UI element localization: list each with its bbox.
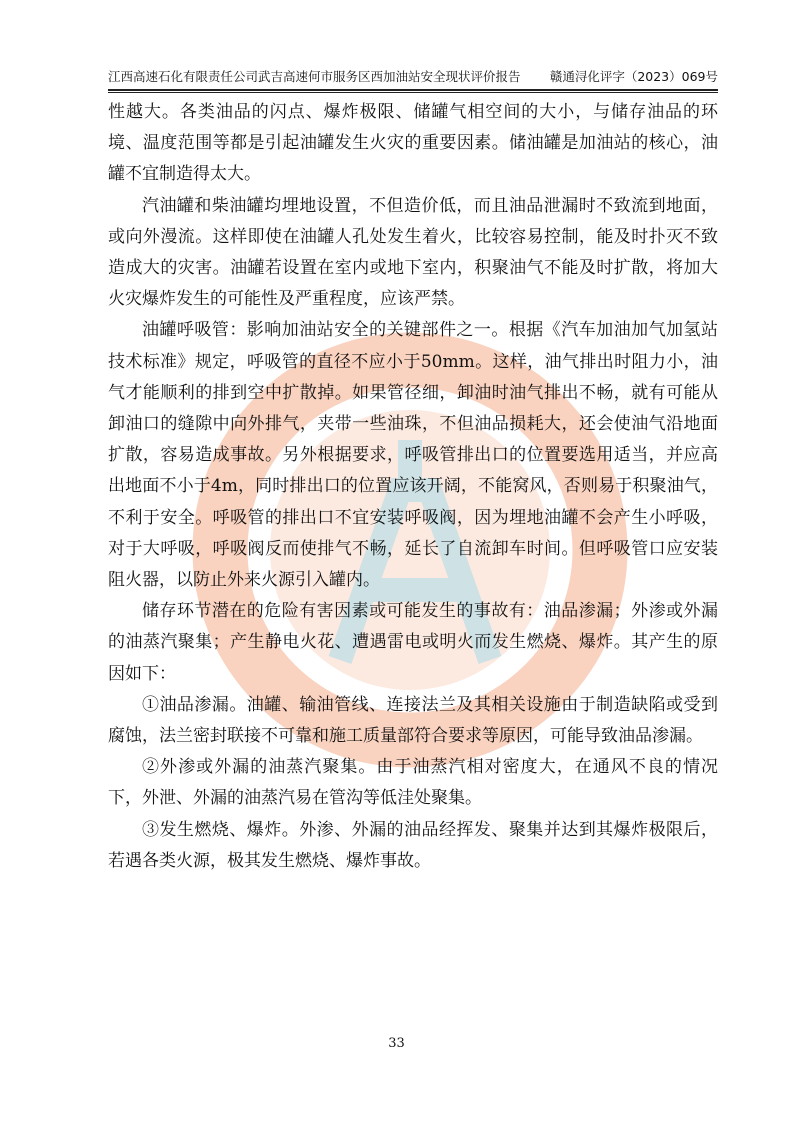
- document-body: [108, 97, 718, 877]
- paragraph-storage-hazards: 储存环节潜在的危险有害因素或可能发生的事故有：油品渗漏；外渗或外漏的油蒸汽聚集；产生静电火花、遭遇雷电或明火而发生燃烧、爆炸。其产生的原因如下：: [108, 601, 718, 684]
- paragraph-tank-size: 性越大。各类油品的闪点、爆炸极限、储罐气相空间的大小，与储存油品的环境、温度范围等都是引起油罐发生火灾的重要因素。储油罐是加油站的核心，油罐不宜制造得太大。: [108, 102, 718, 185]
- header-rule: [108, 89, 718, 91]
- paragraph-fire-explosion: ③发生燃烧、爆炸。外渗、外漏的油品经挥发、聚集并达到其爆炸极限后，若遇各类火源，极其发生燃烧、爆炸事故。: [108, 819, 718, 871]
- header-rule-thin: [108, 92, 718, 93]
- page-number: 33: [388, 1036, 405, 1051]
- header-report-number: 赣通浔化评字（2023）069号: [549, 69, 718, 84]
- paragraph-vent-pipe: 油罐呼吸管：影响加油站安全的关键部件之一。根据《汽车加油加气加氢站技术标准》规定，呼吸管的直径不应小于50mm。这样，油气排出时阻力小，油气才能顺利的排到空中扩散掉。如果管径细，卸油时油气排出不畅，就有可能从卸油口的缝隙中向外排气，夹带一些油珠，不但油品损耗大，还会使油气沿地面扩散，容易造成事故。另外根据要求，呼吸管排出口的位置要选用适当，并应高出地面不小于4m，同时排出口的位置应该开阔，不能窝风，否则易于积聚油气，不利于安全。呼吸管的排出口不宜安装呼吸阀，因为埋地油罐不会产生小呼吸，对于大呼吸，呼吸阀反而使排气不畅，延长了自流卸车时间。但呼吸管口应安装阻火器，以防止外来火源引入罐内。: [108, 320, 718, 591]
- header-report-title: 江西高速石化有限责任公司武吉高速何市服务区西加油站安全现状评价报告: [108, 69, 521, 84]
- page-header: [108, 66, 718, 88]
- paragraph-oil-leakage: ①油品渗漏。油罐、输油管线、连接法兰及其相关设施由于制造缺陷或受到腐蚀，法兰密封联接不可靠和施工质量部符合要求等原因，可能导致油品渗漏。: [108, 694, 718, 747]
- paragraph-vapor-accumulation: ②外渗或外漏的油蒸汽聚集。由于油蒸汽相对密度大，在通风不良的情况下，外泄、外漏的油蒸汽易在管沟等低洼处聚集。: [108, 757, 718, 809]
- paragraph-buried-tanks: 汽油罐和柴油罐均埋地设置，不但造价低，而且油品泄漏时不致流到地面，或向外漫流。这样即使在油罐人孔处发生着火，比较容易控制，能及时扑灭不致造成大的灾害。油罐若设置在室内或地下室内，积聚油气不能及时扩散，将加大火灾爆炸发生的可能性及严重程度，应该严禁。: [108, 195, 718, 310]
